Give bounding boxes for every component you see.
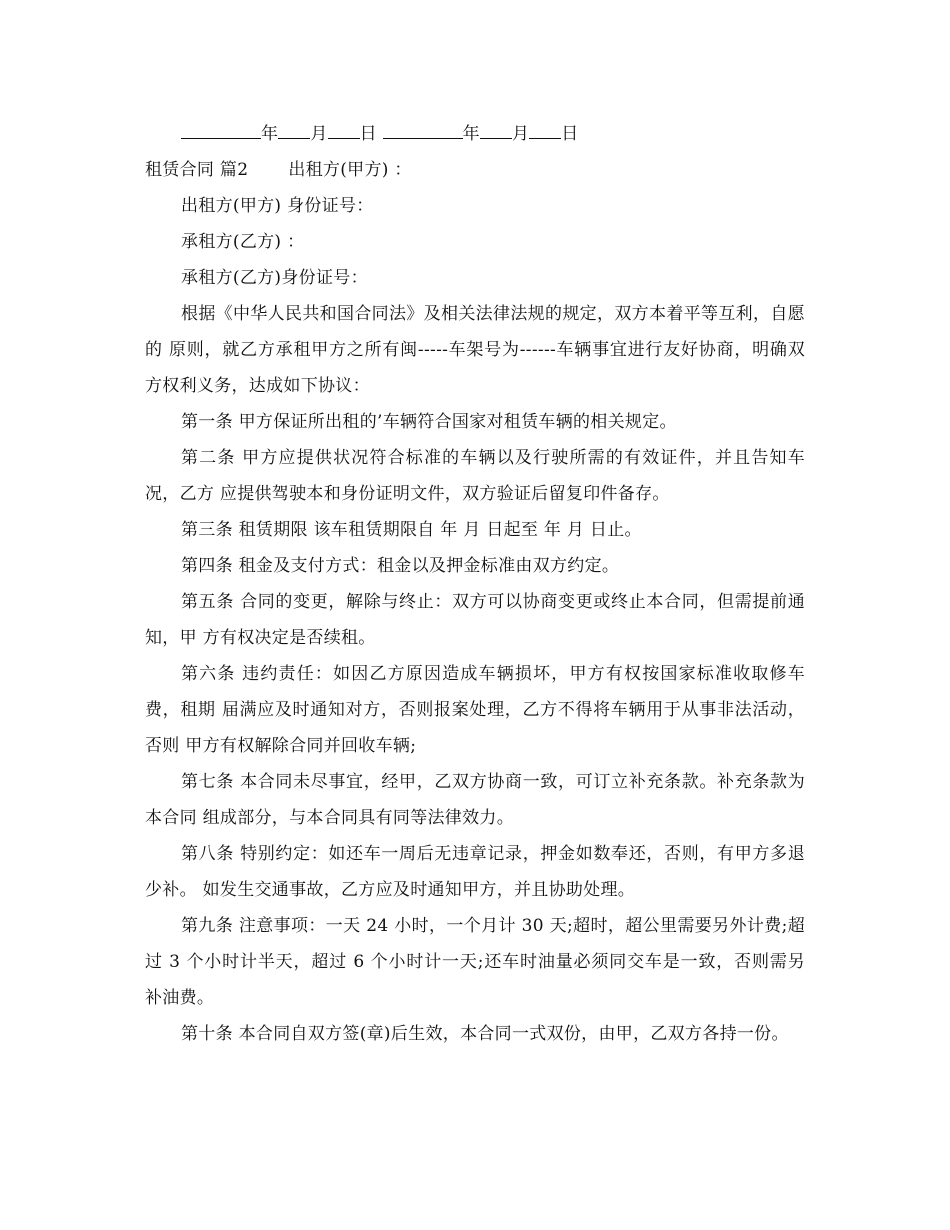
article-7: 第七条 本合同未尽事宜，经甲，乙双方协商一致，可订立补充条款。补充条款为本合同 组成部分，与本合同具有同等法律效力。 (145, 772, 805, 828)
article-5: 第五条 合同的变更，解除与终止：双方可以协商变更或终止本合同，但需提前通知，甲 方有权决定是否续租。 (145, 592, 805, 648)
month-label: 月 (511, 124, 530, 144)
article-2: 第二条 甲方应提供状况符合标准的车辆以及行驶所需的有效证件，并且告知车况，乙方 应提供驾驶本和身份证明文件，双方验证后留复印件备存。 (145, 448, 805, 504)
blank-line (181, 116, 261, 139)
article-9: 第九条 注意事项：一天 24 小时，一个月计 30 天;超时，超公里需要另外计费;超过 3 个小时计半天，超过 6 个小时计一天;还车时油量必须同交车是一致，否则需另 补油费。 (145, 916, 805, 1008)
blank-line (328, 116, 360, 139)
blank-line (529, 116, 561, 139)
article-8: 第八条 特别约定：如还车一周后无违章记录，押金如数奉还，否则，有甲方多退少补。 如发生交通事故，乙方应及时通知甲方，并且协助处理。 (145, 844, 805, 900)
intro-paragraph: 根据《中华人民共和国合同法》及相关法律法规的规定，双方本着平等互利，自愿的 原则，就乙方承租甲方之所有闽-----车架号为------车辆事宜进行友好协商，明确双方权利义务，达成如下协议： (145, 304, 805, 396)
article-4: 第四条 租金及支付方式：租金以及押金标准由双方约定。 (181, 556, 620, 576)
lessor-label: 出租方(甲方) ： (288, 160, 412, 180)
date-line (145, 116, 805, 152)
year-label: 年 (261, 124, 279, 144)
heading-line (145, 152, 805, 188)
article-1: 第一条 甲方保证所出租的’车辆符合国家对租赁车辆的相关规定。 (181, 412, 677, 432)
lessee-id-line: 承租方(乙方)身份证号： (181, 268, 368, 288)
month-label: 月 (310, 124, 328, 144)
blank-line (278, 116, 310, 139)
year-label: 年 (462, 124, 480, 144)
day-label: 日 (561, 124, 579, 144)
lessee-line: 承租方(乙方) ： (181, 232, 305, 252)
document-title: 租赁合同 篇2 (145, 160, 249, 180)
document-body (145, 116, 805, 1052)
article-10: 第十条 本合同自双方签(章)后生效，本合同一式双份，由甲，乙双方各持一份。 (181, 1024, 789, 1044)
article-6: 第六条 违约责任：如因乙方原因造成车辆损坏，甲方有权按国家标准收取修车费，租期 届满应及时通知对方，否则报案处理，乙方不得将车辆用于从事非法活动，否则 甲方有权解除合同并回收车辆; (145, 664, 805, 756)
blank-line (383, 116, 463, 139)
article-3: 第三条 租赁期限 该车租赁期限自 年 月 日起至 年 月 日止。 (181, 520, 642, 540)
lessor-id-line: 出租方(甲方) 身份证号： (181, 196, 374, 216)
day-label: 日 (359, 124, 377, 144)
blank-line (480, 116, 512, 139)
